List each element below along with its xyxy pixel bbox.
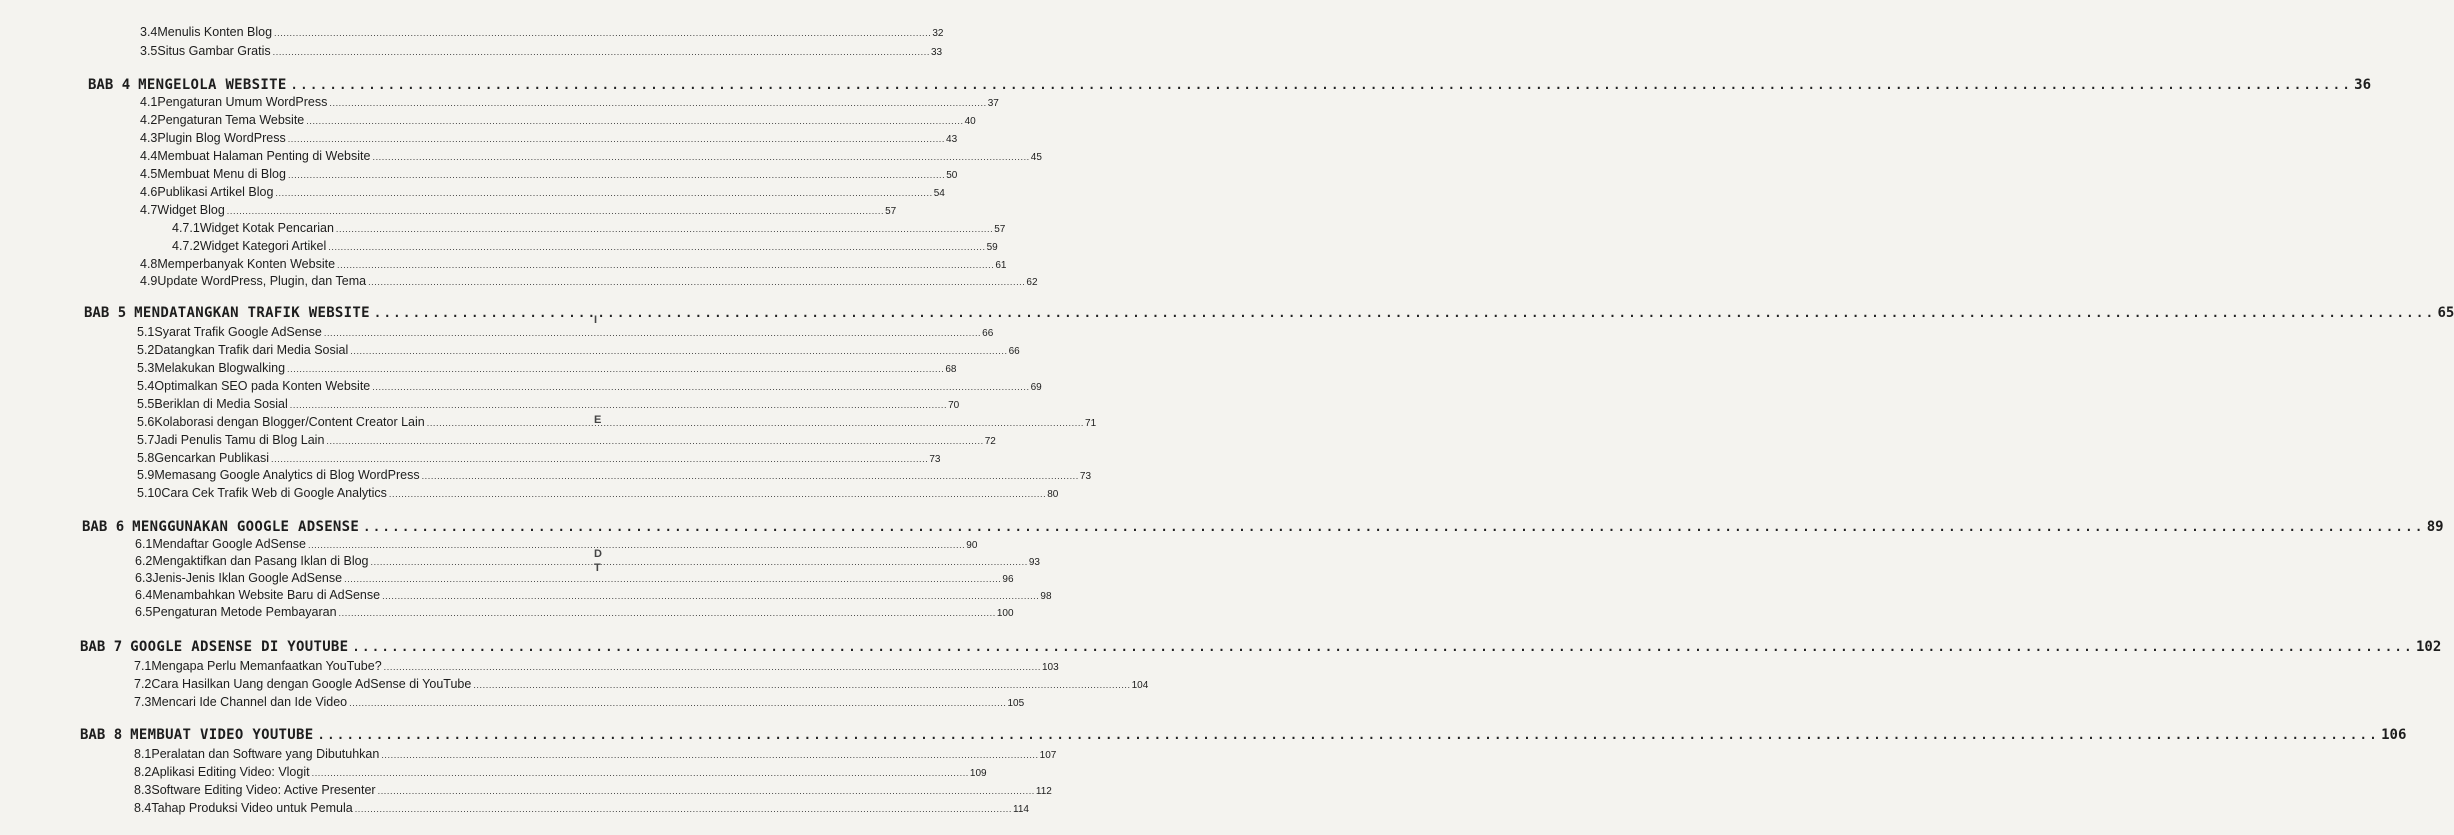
entry-page: 54 [933,188,945,199]
entry-title: Gencarkan Publikasi [154,451,270,465]
toc-entry [140,112,976,130]
entry-number: 4.7.2 [172,239,200,253]
entry-title: Peralatan dan Software yang Dibutuhkan [151,747,380,761]
toc-entry [134,658,1059,676]
entry-number: 7.3 [134,695,152,709]
toc-entry [140,148,1042,166]
dot-leader [324,325,981,341]
entry-number: 4.1 [140,95,158,109]
dot-leader [290,397,947,413]
entry-page: 68 [945,364,957,375]
entry-title: Widget Blog [157,203,225,217]
entry-title: Memasang Google Analytics di Blog WordPress [154,468,420,482]
chapter-heading [84,304,2454,322]
entry-number: 7.1 [134,659,152,673]
entry-number: 6.1 [135,537,153,551]
entry-title: Membuat Halaman Penting di Website [157,149,371,163]
entry-page: 45 [1030,152,1042,163]
chapter-title: MEMBUAT VIDEO YOUTUBE [130,727,314,743]
entry-number: 8.3 [134,783,152,797]
dot-leader [326,433,983,449]
entry-title: Tahap Produksi Video untuk Pemula [151,801,353,815]
entry-page: 37 [987,98,999,109]
entry-title: Mendaftar Google AdSense [152,537,306,551]
dot-leader [317,726,2379,744]
entry-page: 66 [1008,346,1020,357]
toc-entry [140,94,999,112]
edge-mark: I [594,314,598,326]
dot-leader [427,415,1084,431]
entry-number: 5.2 [137,343,155,357]
dot-leader [339,605,996,621]
entry-title: Jenis-Jenis Iklan Google AdSense [152,571,343,585]
toc-entry [137,360,957,378]
dot-leader [336,221,993,237]
entry-number: 6.2 [135,554,153,568]
entry-title: Pengaturan Tema Website [157,113,305,127]
dot-leader [473,677,1130,693]
entry-number: 5.6 [137,415,155,429]
entry-number: 7.2 [134,677,152,691]
toc-entry [135,604,1014,622]
chapter-heading [82,518,2444,536]
entry-number: 5.7 [137,433,155,447]
entry-title: Software Editing Video: Active Presenter [151,783,376,797]
entry-title: Melakukan Blogwalking [154,361,286,375]
toc-entry [140,202,897,220]
toc-entry [140,130,958,148]
toc-entry [137,450,941,468]
dot-leader [274,25,931,41]
entry-page: 70 [948,400,960,411]
entry-page: 66 [982,328,994,339]
dot-leader [329,95,986,111]
entry-page: 105 [1007,698,1025,709]
entry-page: 59 [986,242,998,253]
entry-page: 43 [946,134,958,145]
entry-title: Optimalkan SEO pada Konten Website [154,379,371,393]
chapter-title: MENGELOLA WEBSITE [138,77,287,93]
toc-entry [137,324,994,342]
dot-leader [382,588,1039,604]
dot-leader [291,76,2353,94]
toc-entry [135,536,978,554]
entry-title: Jadi Penulis Tamu di Blog Lain [154,433,325,447]
entry-number: 5.4 [137,379,155,393]
chapter-title: GOOGLE ADSENSE DI YOUTUBE [130,639,349,655]
entry-number: 4.4 [140,149,158,163]
entry-page: 73 [1079,471,1092,482]
chapter-label: BAB 6 [82,519,125,535]
entry-number: 3.5 [140,44,158,58]
entry-number: 8.1 [134,747,152,761]
dot-leader [349,695,1006,711]
entry-page: 33 [930,47,943,58]
entry-title: Publikasi Artikel Blog [157,185,274,199]
dot-leader [352,638,2414,656]
toc-entry [140,184,945,202]
dot-leader [288,131,945,147]
entry-title: Situs Gambar Gratis [157,44,271,58]
entry-title: Widget Kotak Pencarian [199,221,334,235]
entry-number: 8.2 [134,765,152,779]
toc-entry [140,166,958,184]
toc-entry [135,587,1052,605]
dot-leader [355,801,1012,817]
dot-leader [371,554,1028,570]
entry-title: Mencari Ide Channel dan Ide Video [151,695,348,709]
entry-number: 8.4 [134,801,152,815]
dot-leader [312,765,969,781]
entry-page: 112 [1035,786,1052,797]
entry-number: 5.10 [137,486,162,500]
toc-entry [140,256,1007,274]
dot-leader [273,44,930,60]
entry-page: 57 [885,206,897,217]
dot-leader [372,149,1029,165]
toc-entry [140,273,1038,291]
entry-title: Datangkan Trafik dari Media Sosial [154,343,349,357]
edge-mark: D [594,548,602,560]
dot-leader [381,747,1038,763]
toc-entry [134,782,1052,800]
chapter-label: BAB 4 [88,77,131,93]
edge-mark: T [594,562,601,574]
entry-number: 5.9 [137,468,155,482]
chapter-page: 106 [2381,727,2407,743]
entry-page: 109 [969,768,987,779]
dot-leader [384,659,1041,675]
dot-leader [363,518,2425,536]
toc-subentry [172,238,998,256]
entry-title: Plugin Blog WordPress [157,131,286,145]
entry-number: 4.8 [140,257,158,271]
toc-entry [137,378,1042,396]
toc-entry [134,676,1149,694]
entry-page: 57 [994,224,1006,235]
entry-page: 61 [995,260,1007,271]
entry-page: 90 [966,540,978,551]
toc-entry [137,396,960,414]
entry-page: 104 [1131,680,1149,691]
dot-leader [422,468,1079,484]
entry-number: 4.2 [140,113,158,127]
entry-number: 5.1 [137,325,155,339]
entry-number: 4.9 [140,274,158,288]
chapter-page: 36 [2354,77,2372,93]
toc-entry [135,553,1040,571]
entry-page: 69 [1030,382,1042,393]
entry-title: Widget Kategori Artikel [199,239,327,253]
dot-leader [328,239,985,255]
chapter-page: 89 [2426,519,2444,535]
entry-title: Menulis Konten Blog [157,25,273,39]
entry-number: 5.8 [137,451,155,465]
entry-page: 50 [946,170,958,181]
entry-number: 5.3 [137,361,155,375]
chapter-title: MENGGUNAKAN GOOGLE ADSENSE [132,519,360,535]
dot-leader [275,185,932,201]
toc-entry [134,746,1057,764]
chapter-page: 102 [2416,639,2442,655]
dot-leader [350,343,1007,359]
toc-entry [134,764,987,782]
chapter-label: BAB 8 [80,727,123,743]
toc-entry [140,43,943,61]
dot-leader [378,783,1035,799]
entry-page: 40 [964,116,976,127]
entry-title: Kolaborasi dengan Blogger/Content Creator Lain [154,415,425,429]
chapter-label: BAB 5 [84,305,127,321]
toc-entry [135,570,1014,588]
dot-leader [287,361,944,377]
toc-entry [137,342,1020,360]
entry-page: 71 [1085,418,1097,429]
chapter-heading [80,726,2407,744]
toc-entry [137,467,1092,485]
entry-title: Pengaturan Metode Pembayaran [152,605,337,619]
entry-number: 4.7 [140,203,158,217]
toc-entry [134,694,1025,712]
entry-number: 6.3 [135,571,153,585]
entry-number: 4.5 [140,167,158,181]
dot-leader [389,486,1046,502]
entry-page: 80 [1047,489,1059,500]
dot-leader [368,274,1025,290]
entry-number: 4.3 [140,131,158,145]
toc-entry [137,432,996,450]
entry-page: 103 [1041,662,1059,673]
dot-leader [306,113,963,129]
chapter-heading [88,76,2372,94]
entry-title: Memperbanyak Konten Website [157,257,336,271]
entry-title: Membuat Menu di Blog [157,167,286,181]
dot-leader [288,167,945,183]
entry-number: 5.5 [137,397,155,411]
chapter-title: MENDATANGKAN TRAFIK WEBSITE [134,305,370,321]
dot-leader [372,379,1029,395]
edge-mark: E [594,414,602,426]
chapter-label: BAB 7 [80,639,123,655]
dot-leader [271,451,928,467]
entry-page: 62 [1026,277,1038,288]
entry-title: Mengapa Perlu Memanfaatkan YouTube? [151,659,382,673]
entry-page: 114 [1013,804,1029,815]
entry-page: 73 [929,454,941,465]
toc-entry [137,414,1097,432]
entry-title: Update WordPress, Plugin, dan Tema [157,274,367,288]
entry-page: 98 [1040,591,1052,602]
entry-title: Beriklan di Media Sosial [154,397,288,411]
entry-number: 3.4 [140,25,158,39]
dot-leader [344,571,1001,587]
toc-entry [137,485,1059,503]
dot-leader [337,257,994,273]
entry-page: 100 [996,608,1014,619]
entry-number: 6.5 [135,605,153,619]
entry-number: 4.6 [140,185,158,199]
entry-title: Cara Hasilkan Uang dengan Google AdSense di YouTube [151,677,472,691]
entry-page: 93 [1028,557,1040,568]
entry-title: Menambahkan Website Baru di AdSense [152,588,381,602]
entry-page: 96 [1002,574,1014,585]
toc-subentry [172,220,1006,238]
entry-title: Mengaktifkan dan Pasang Iklan di Blog [152,554,369,568]
entry-page: 107 [1039,750,1057,761]
entry-page: 32 [932,28,944,39]
toc-entry [140,24,944,42]
entry-number: 4.7.1 [172,221,200,235]
dot-leader [374,304,2436,322]
entry-title: Cara Cek Trafik Web di Google Analytics [161,486,387,500]
dot-leader [308,537,965,553]
chapter-heading [80,638,2442,656]
entry-title: Syarat Trafik Google AdSense [154,325,322,339]
toc-entry [134,800,1029,818]
entry-title: Pengaturan Umum WordPress [157,95,328,109]
entry-number: 6.4 [135,588,153,602]
dot-leader [227,203,884,219]
entry-page: 72 [984,436,996,447]
entry-title: Aplikasi Editing Video: Vlogit [151,765,310,779]
chapter-page: 65 [2437,305,2454,321]
